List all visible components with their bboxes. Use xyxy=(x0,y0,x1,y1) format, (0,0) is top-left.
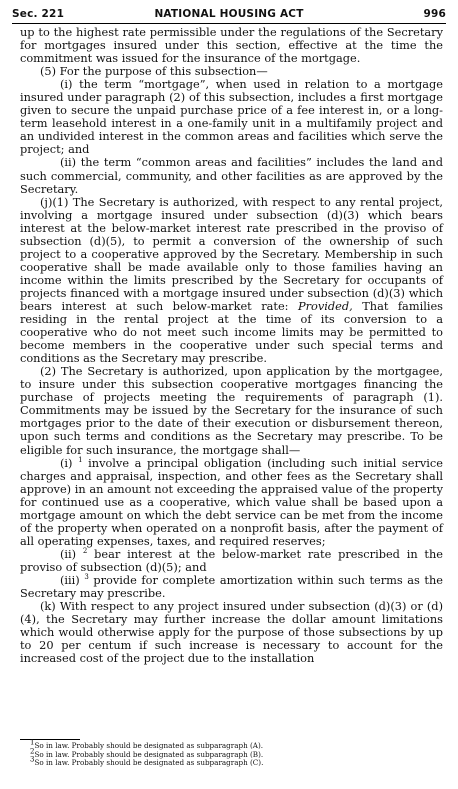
paragraph: (i) the term “mortgage”, when used in relation to a mortgage insured under paragraph (2) of this subsection, includes a first mortgage given to secure the unpaid purchase price of a fee interest in, or a long-term leasehold interest in a one-family unit in a multifamily project and an undivided interest in the common areas and facilities which serve the project; and xyxy=(20,77,443,157)
footnote-ref[interactable]: 2 xyxy=(82,547,88,556)
paragraph: (ii) $^2$ bear interest at the below-market rate prescribed in the proviso of subsection (d)(5); and xyxy=(20,546,444,574)
running-header xyxy=(12,6,446,22)
paragraph: (iii) $^3$ provide for complete amortization within such terms as the Secretary may prescribe. xyxy=(20,572,444,601)
paragraph: up to the highest rate permissible under the regulations of the Secretary for mortgages insured under this section, effective at the time the commitment was issued for the insurance of the mortgage. xyxy=(20,25,443,66)
page-number: 996 xyxy=(423,8,446,20)
footnote: $^3$So in law. Probably should be designated as subparagraph (C). xyxy=(30,755,264,768)
footnote: $^1$So in law. Probably should be designated as subparagraph (A). xyxy=(30,738,264,750)
footnote-rule xyxy=(20,739,80,740)
paragraph: (5) For the purpose of this subsection— xyxy=(40,64,268,79)
footnotes xyxy=(30,738,264,768)
paragraph: (j)(1) The Secretary is authorized, with respect to any rental project, involving a mortgage insured under subsection (d)(3) which bears interest at the below-market interest rate prescribed in the proviso of subsection (d)(5), to permit a conversion of the ownership of such project to a cooperative approved by the Secretary. Membership in such cooperative shall be made available only to those families having an income within the limits prescribed by the Secretary for occupants of projects financed with a mortgage insured under subsection (d)(3) which bears interest at such below-market rate: Provided, That families residing in the rental project at the time of its conversion to a cooperative who do not meet such income limits may be permitted to become members in the cooperative under such special terms and conditions as the Secretary may prescribe. xyxy=(20,194,443,366)
act-title: NATIONAL HOUSING ACT xyxy=(154,8,304,20)
body-text xyxy=(20,26,443,665)
header-rule xyxy=(12,23,446,24)
footnote-ref[interactable]: 3 xyxy=(84,573,89,582)
paragraph: (2) The Secretary is authorized, upon application by the mortgagee, to insure under this subsection cooperative mortgages financing the purchase of projects meeting the requirements of paragraph (1). Commitments may be issued by the Secretary for the insurance of such mortgages prior to the date of their execution or disbursement thereon, upon such terms and conditions as the Secretary may prescribe. To be eligible for such insurance, the mortgage shall— xyxy=(20,364,443,457)
paragraph: (k) With respect to any project insured under subsection (d)(3) or (d)(4), the Secretary may further increase the dollar amount limitations which would otherwise apply for the purpose of those subsections by up to 20 per centum if such increase is necessary to account for the increased cost of the project due to the installation xyxy=(20,599,443,666)
paragraph: (i) $^1$ involve a principal obligation (including such initial service charges and appraisal, inspection, and other fees as the Secretary shall approve) in an amount not exceeding the appraised value of the property for continued use as a cooperative, which value shall be based upon a mortgage amount on which the debt service can be met from the income of the property when operated on a nonprofit basis, after the payment of all operating expenses, taxes, and required reserves; xyxy=(20,455,443,548)
proviso-emphasis: Provided, xyxy=(297,298,353,313)
footnote: $^2$So in law. Probably should be designated as subparagraph (B). xyxy=(30,747,264,759)
footnote-ref[interactable]: 1 xyxy=(78,455,83,464)
section-number: Sec. 221 xyxy=(12,8,65,20)
paragraph: (ii) the term “common areas and facilities” includes the land and such commercial, community, and other facilities as are approved by the Secretary. xyxy=(20,155,443,196)
